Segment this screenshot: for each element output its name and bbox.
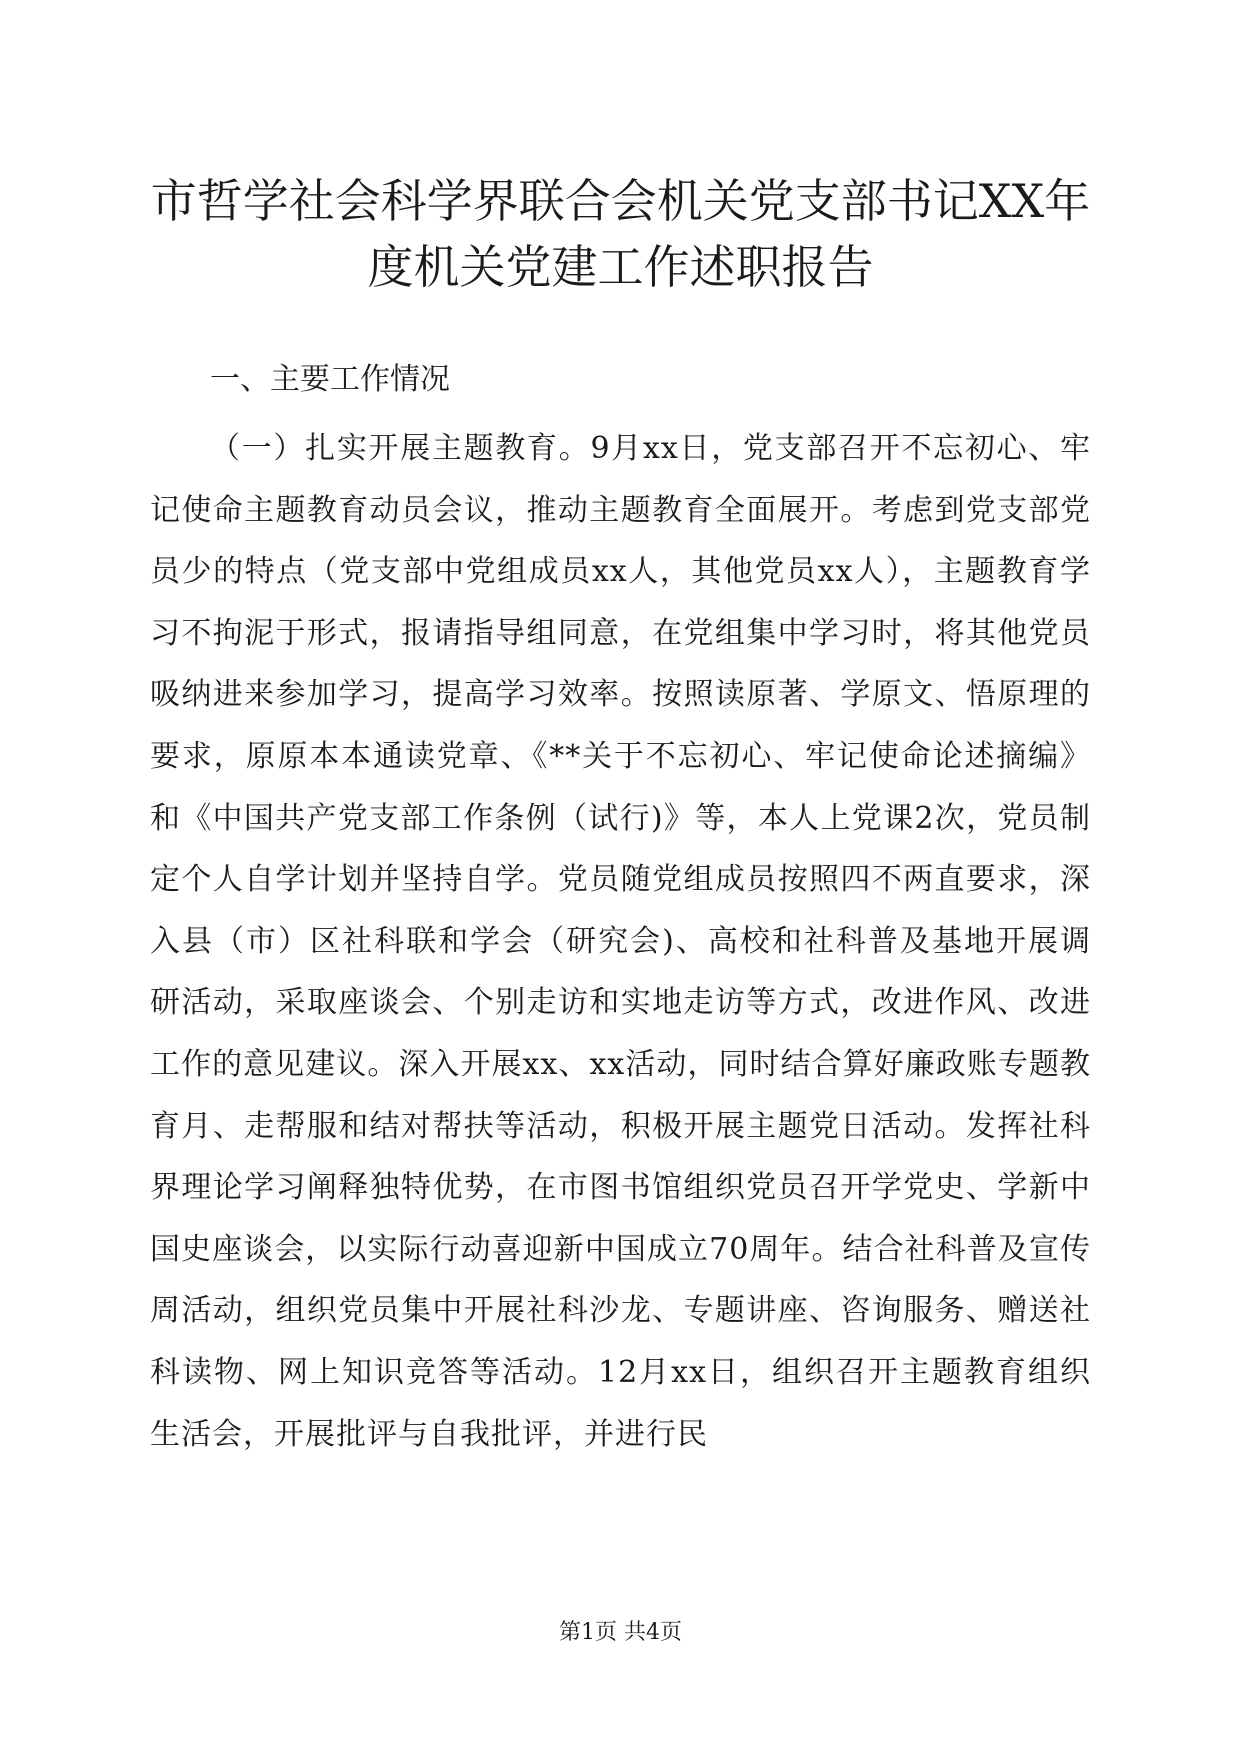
body-paragraph: （一）扎实开展主题教育。9月xx日，党支部召开不忘初心、牢记使命主题教育动员会议，推动主题教育全面展开。考虑到党支部党员少的特点（党支部中党组成员xx人，其他党员xx人），主题教育学习不拘泥于形式，报请指导组同意，在党组集中学习时，将其他党员吸纳进来参加学习，提高学习效率。按照读原著、学原文、悟原理的要求，原原本本通读党章、《**关于不忘初心、牢记使命论述摘编》和《中国共产党支部工作条例（试行)》等，本人上党课2次，党员制定个人自学计划并坚持自学。党员随党组成员按照四不两直要求，深入县（市）区社科联和学会（研究会)、高校和社科普及基地开展调研活动，采取座谈会、个别走访和实地走访等方式，改进作风、改进工作的意见建议。深入开展xx、xx活动，同时结合算好廉政账专题教育月、走帮服和结对帮扶等活动，积极开展主题党日活动。发挥社科界理论学习阐释独特优势，在市图书馆组织党员召开学党史、学新中国史座谈会，以实际行动喜迎新中国成立70周年。结合社科普及宣传周活动，组织党员集中开展社科沙龙、专题讲座、咨询服务、赠送社科读物、网上知识竞答等活动。12月xx日，组织召开主题教育组织生活会，开展批评与自我批评，并进行民 (150, 431, 1091, 1452)
section-heading: 一、主要工作情况 (210, 362, 450, 397)
page-footer: 第1页 共4页 (559, 1620, 682, 1645)
document-title: 市哲学社会科学界联合会机关党支部书记XX年度机关党建工作述职报告 (150, 174, 1091, 294)
